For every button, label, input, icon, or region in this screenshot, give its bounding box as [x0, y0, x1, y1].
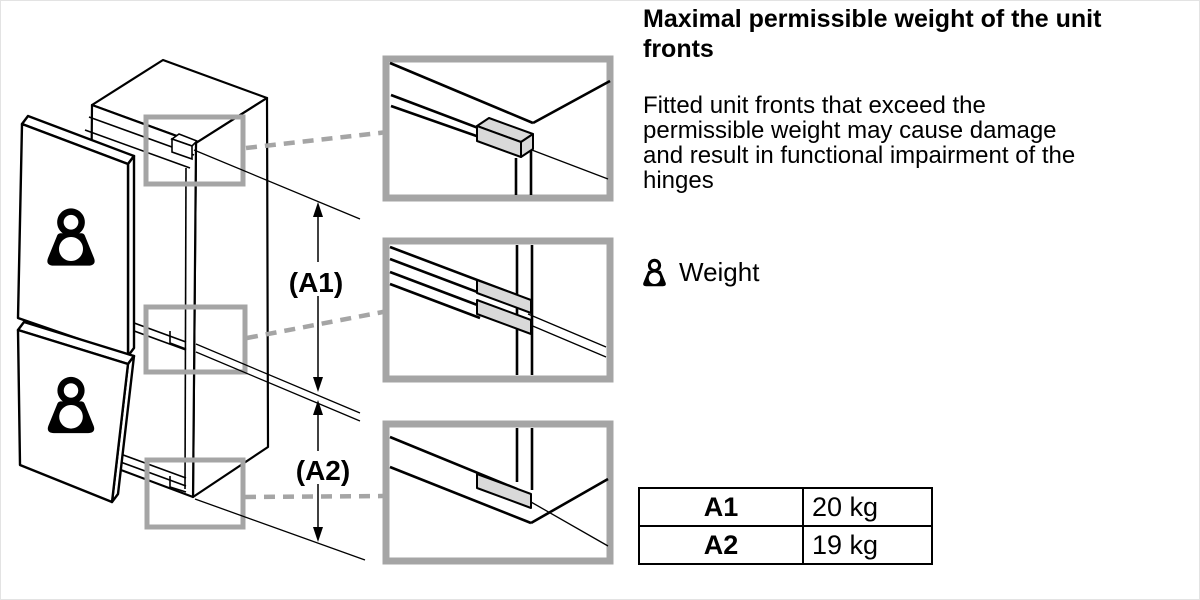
weight-legend	[643, 257, 759, 288]
detail-view-top-hinge	[386, 59, 610, 198]
connector-bottom	[245, 496, 388, 497]
table-row	[639, 488, 932, 526]
weight-table	[638, 487, 933, 565]
detail-view-middle-hinge	[386, 241, 610, 379]
arrow-down-icon	[313, 377, 323, 392]
body-text-line: permissible weight may cause damage	[643, 117, 1057, 144]
body-text-line: hinges	[643, 167, 714, 194]
weight-icon	[643, 258, 666, 287]
table-cell-key: A2	[639, 526, 803, 564]
weight-label: Weight	[679, 257, 760, 287]
door-right-edge	[185, 168, 186, 489]
page-title-line: Maximal permissible weight of the unit	[643, 5, 1102, 33]
page-title-line: fronts	[643, 35, 714, 63]
table-cell-key: A1	[639, 488, 803, 526]
table-cell-value: 20 kg	[803, 488, 932, 526]
body-text-line: and result in functional impairment of the	[643, 142, 1076, 169]
cabinet-right-face	[193, 98, 268, 497]
dimension-label-a1: (A1)	[288, 267, 344, 298]
table-row	[639, 526, 932, 564]
body-text-line: Fitted unit fronts that exceed the	[643, 92, 986, 119]
unit-front-panels	[18, 116, 134, 502]
detail-view-bottom-hinge	[386, 424, 610, 561]
body-text	[643, 93, 1075, 193]
panel-face	[18, 124, 128, 356]
dimension-label-a2: (A2)	[295, 455, 351, 486]
arrow-up-icon	[313, 202, 323, 217]
unit-front-upper	[18, 116, 134, 356]
page-title	[643, 4, 1101, 64]
table-cell-value: 19 kg	[803, 526, 932, 564]
arrow-down-icon	[313, 527, 323, 542]
